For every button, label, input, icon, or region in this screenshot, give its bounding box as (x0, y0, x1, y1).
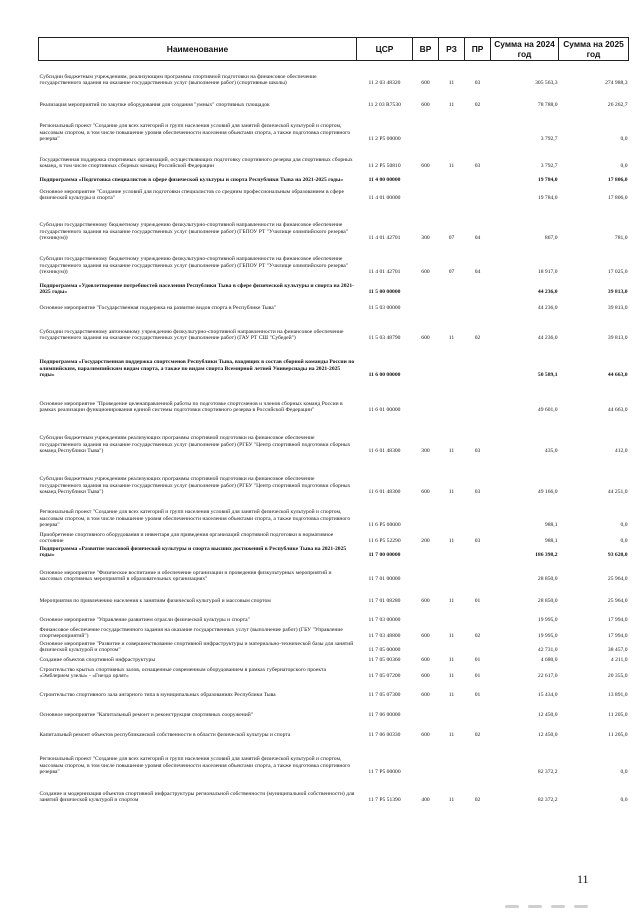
cell-pr: 01 (474, 598, 481, 605)
cell-pr: 02 (474, 797, 481, 804)
cell-pr: 03 (474, 538, 481, 545)
cell-pr (465, 699, 491, 719)
cell-sum-2024: 988,1 (544, 538, 558, 545)
cell-name: Субсидии государственному бюджетному учреждению физкультурно-спортивной направленности на финансовое обеспечение государственного задания на оказание государственных услуг (выполнение работ) (ГБПОУ РТ "Училище олимпийского резерва" (техникум)) (39, 222, 349, 242)
cell-csr: 11 7 06 00000 (368, 712, 401, 719)
cell-sum-2025: 20 355,0 (607, 673, 628, 680)
cell-vr: 200 (421, 538, 430, 545)
cell-name: Основное мероприятие "Управление развитием отрасли физической культуры и спорта" (39, 617, 250, 624)
cell-rz (439, 605, 465, 624)
table-row (39, 87, 629, 109)
cell-pr: 04 (474, 269, 481, 276)
cell-rz (439, 496, 465, 529)
cell-name: Строительство крытых спортивных залов, оснащенные современным оборудованием в рамках губернаторского проекта «Эмблерием узелы» - «Гнездо орлят» (39, 666, 327, 680)
cell-name: Создание объектов спортивной инфраструктуры (39, 657, 156, 664)
cell-vr: 600 (421, 732, 430, 739)
header-pr: ПР (465, 38, 491, 61)
cell-sum-2025: 38 457,0 (607, 647, 628, 654)
cell-csr: 11 5 03 00000 (368, 305, 401, 312)
cell-name: Субсидии государственному бюджетному учреждению физкультурно-спортивной направленности на финансовое обеспечение государственного задания на оказание государственных услуг (выполнение работ) (ГБПОУ РТ "Училище олимпийского резерва" (техникум)) (39, 256, 349, 276)
cell-vr (413, 496, 439, 529)
cell-pr: 02 (474, 102, 481, 109)
table-row (39, 699, 629, 719)
cell-sum-2024: 19 784,0 (537, 195, 558, 202)
cell-sum-2025: 13 891,0 (607, 692, 628, 699)
cell-sum-2025: 0,0 (620, 163, 628, 170)
cell-vr (413, 109, 439, 143)
table-row (39, 342, 629, 379)
cell-rz: 11 (448, 657, 455, 664)
table-row (39, 109, 629, 143)
cell-sum-2024: 3 792,7 (540, 136, 558, 143)
cell-vr (413, 184, 439, 202)
cell-sum-2025: 44 663,0 (607, 407, 628, 414)
cell-sum-2025: 17 994,0 (607, 633, 628, 640)
cell-csr: 11 6 P5 00000 (368, 522, 401, 529)
cell-sum-2024: 78 788,0 (537, 102, 558, 109)
cell-pr: 02 (474, 732, 481, 739)
cell-rz: 11 (448, 633, 455, 640)
cell-vr: 600 (421, 80, 430, 87)
cell-rz: 11 (448, 673, 455, 680)
cell-name: Региональный проект "Создание для всех категорий и групп населения условий для занятий физической культурой и спортом, массовым спортом, в том числе повышение уровня обеспеченности населения объектами спорта, а также подготовка спортивного резерва" (39, 509, 351, 529)
cell-sum-2024: 3 792,7 (540, 163, 558, 170)
cell-csr: 11 6 P5 52290 (368, 538, 401, 545)
cell-sum-2025: 17 025,0 (607, 269, 628, 276)
cell-vr: 600 (421, 657, 430, 664)
cell-sum-2025: 39 813,0 (607, 305, 628, 312)
cell-vr: 600 (421, 598, 430, 605)
cell-pr: 03 (474, 80, 481, 87)
table-row (39, 605, 629, 624)
cell-sum-2025: 0,0 (620, 769, 628, 776)
table-header-row (39, 38, 629, 61)
table-row (39, 414, 629, 455)
cell-rz (439, 559, 465, 583)
table-row (39, 170, 629, 184)
table-row (39, 529, 629, 545)
cell-csr: 11 7 06 00330 (368, 732, 401, 739)
cell-csr: 11 7 01 08280 (368, 598, 401, 605)
header-sum-2025: Сумма на 2025 год (559, 38, 629, 61)
cell-vr (413, 640, 439, 654)
cell-sum-2025: 44 663,0 (607, 372, 628, 379)
cell-rz: 07 (448, 235, 455, 242)
table-row (39, 739, 629, 776)
header-rz: РЗ (439, 38, 465, 61)
table-row (39, 496, 629, 529)
cell-vr: 600 (421, 335, 430, 342)
cell-sum-2025: 4 211,0 (610, 657, 628, 664)
header-vr: ВР (413, 38, 439, 61)
cell-pr: 02 (474, 633, 481, 640)
cell-sum-2025: 0,0 (620, 797, 628, 804)
table-row (39, 202, 629, 242)
cell-pr (465, 184, 491, 202)
table-row (39, 242, 629, 276)
table-row (39, 654, 629, 664)
cell-pr: 01 (474, 692, 481, 699)
cell-name: Субсидии бюджетным учреждениям реализующих программы спортивной подготовки на финансовое обеспечение государственного задания на оказание государственных услуг (выполнение работ) (РГБУ "Центр спортивной подготовки сборных команд Республики Тыва") (39, 476, 351, 496)
header-name: Наименование (39, 38, 357, 61)
cell-rz (439, 170, 465, 184)
cell-rz (439, 296, 465, 312)
cell-name: Основное мероприятие "Развитие и совершенствование спортивной инфраструктуры и материально-технической базы для занятий физической культурой и спортом" (39, 640, 354, 654)
cell-rz: 11 (448, 335, 455, 342)
cell-name: Субсидии бюджетным учреждениям, реализующим программы спортивной подготовки на финансовое обеспечение государственного задания на оказание государственных услуг (выполнение работ) (спортивные школы) (39, 73, 317, 87)
cell-vr: 600 (421, 269, 430, 276)
cell-name: Подпрограмма «Удовлетворение потребностей населения Республики Тыва в сфере физической культуры и спорта на 2021-2025 годы» (39, 282, 354, 296)
cell-pr (465, 276, 491, 296)
cell-sum-2024: 50 589,1 (537, 372, 558, 379)
cell-sum-2025: 26 262,7 (607, 102, 628, 109)
cell-csr: 11 7 05 07300 (368, 692, 401, 699)
cell-csr: 11 7 P5 51390 (368, 797, 401, 804)
cell-csr: 11 4 01 42701 (368, 235, 401, 242)
cell-name: Приобретение спортивного оборудования и инвентаря для приведения организаций спортивной подготовки в нормативное состояние (39, 531, 334, 545)
cell-sum-2025: 93 620,0 (607, 552, 628, 559)
cell-sum-2025: 17 806,0 (607, 195, 628, 202)
cell-sum-2025: 25 964,0 (607, 598, 628, 605)
cell-pr: 01 (474, 657, 481, 664)
cell-vr (413, 739, 439, 776)
table-row (39, 545, 629, 559)
cell-pr (465, 545, 491, 559)
cell-name: Государственная поддержка спортивных организаций, осуществляющих подготовку спортивного резерва для спортивных сборных команд, в том числе спортивных сборных команд Российской Федерации (39, 156, 353, 170)
cell-vr: 600 (421, 692, 430, 699)
cell-vr (413, 545, 439, 559)
cell-rz (439, 109, 465, 143)
cell-sum-2024: 4 680,0 (540, 657, 558, 664)
cell-rz: 11 (448, 80, 455, 87)
cell-rz: 11 (448, 102, 455, 109)
cell-pr (465, 296, 491, 312)
cell-pr (465, 496, 491, 529)
cell-csr: 11 7 00 00000 (368, 552, 401, 559)
cell-sum-2024: 15 434,0 (537, 692, 558, 699)
cell-name: Капитальный ремонт объектов республиканской собственности в области физической культуры и спорта (39, 732, 291, 739)
cell-sum-2024: 82 372,2 (537, 769, 558, 776)
cell-vr (413, 605, 439, 624)
cell-rz (439, 699, 465, 719)
page-number: 11 (577, 872, 589, 886)
cell-sum-2024: 186 398,2 (535, 552, 558, 559)
cell-name: Региональный проект "Создание для всех категорий и групп населения условий для занятий физической культурой и спортом, массовым спортом, в том числе повышение уровня обеспеченности населения объектами спорта, а также подготовка спортивного резерва" (39, 756, 351, 776)
cell-vr (413, 559, 439, 583)
cell-csr: 11 2 P5 00000 (368, 136, 401, 143)
cell-sum-2024: 19 995,0 (537, 633, 558, 640)
table-row (39, 296, 629, 312)
cell-sum-2024: 988,1 (544, 522, 558, 529)
cell-csr: 11 5 03 48790 (368, 335, 401, 342)
cell-sum-2025: 0,0 (620, 538, 628, 545)
cell-name: Мероприятия по привлечению населения к занятиям физической культурой и массовым спортом (39, 598, 271, 605)
cell-pr: 04 (474, 235, 481, 242)
cell-csr: 11 7 01 00000 (368, 576, 401, 583)
cell-rz: 11 (448, 598, 455, 605)
cell-rz (439, 739, 465, 776)
table-row (39, 276, 629, 296)
cell-pr: 03 (474, 163, 481, 170)
cell-name: Региональный проект "Создание для всех категорий и групп населения условий для занятий физической культурой и спортом, массовым спортом, в том числе повышение уровня обеспеченности населения объектами спорта, а также подготовка спортивного резерва" (39, 123, 351, 143)
table-row (39, 379, 629, 414)
cell-pr (465, 559, 491, 583)
cell-sum-2025: 274 988,3 (605, 80, 628, 87)
cell-sum-2024: 49 166,0 (537, 489, 558, 496)
cell-sum-2024: 49 601,0 (537, 407, 558, 414)
cell-name: Подпрограмма «Подготовка специалистов в сфере физической культуры и спорта Республики Тыва на 2021-2025 годы» (39, 177, 344, 184)
cell-vr (413, 170, 439, 184)
cell-sum-2024: 82 372,2 (537, 797, 558, 804)
cell-name: Основное мероприятие "Капитальный ремонт и реконструкция спортивных сооружений" (39, 712, 253, 719)
table-row (39, 640, 629, 654)
cell-csr: 11 7 05 07200 (368, 673, 401, 680)
cell-rz (439, 184, 465, 202)
cell-csr: 11 6 00 00000 (368, 372, 401, 379)
cell-vr: 600 (421, 163, 430, 170)
cell-name: Подпрограмма «Развитие массовой физической культуры и спорта высших достижений в Республике Тыва на 2021-2025 годы» (39, 545, 347, 559)
cell-vr (413, 342, 439, 379)
cell-name: Основное мероприятие "Создание условий для подготовки специалистов со средним профессиональным образованием в сфере физической культуры и спорта" (39, 188, 344, 202)
cell-sum-2024: 12 450,0 (537, 732, 558, 739)
cell-sum-2024: 28 850,0 (537, 576, 558, 583)
cell-pr (465, 342, 491, 379)
cell-vr: 300 (421, 235, 430, 242)
cell-vr (413, 699, 439, 719)
cell-sum-2025: 0,0 (620, 522, 628, 529)
cell-csr: 11 2 03 48320 (368, 80, 401, 87)
cell-vr: 600 (421, 489, 430, 496)
cell-sum-2025: 11 205,0 (608, 712, 628, 719)
cell-rz (439, 640, 465, 654)
cell-pr (465, 109, 491, 143)
cell-sum-2025: 25 964,0 (607, 576, 628, 583)
cell-csr: 11 7 P5 00000 (368, 769, 401, 776)
cell-rz: 11 (448, 797, 455, 804)
cell-vr: 600 (421, 633, 430, 640)
table-row (39, 143, 629, 170)
cell-sum-2025: 44 251,0 (607, 489, 628, 496)
cell-name: Реализация мероприятий по закупке оборудования для создания "умных" спортивных площадок (39, 102, 270, 109)
cell-name: Создание и модернизация объектов спортивной инфраструктуры региональной собственности (муниципальной собственности) для занятий физической культурой и спортом (39, 790, 355, 804)
cell-name: Строительство спортивного зала ангарного типа в муниципальных образованиях Республики Тыва (39, 692, 276, 699)
cell-sum-2024: 19 995,0 (537, 617, 558, 624)
cell-rz: 11 (448, 489, 455, 496)
cell-sum-2024: 19 784,0 (537, 177, 558, 184)
cell-vr: 600 (421, 673, 430, 680)
cell-csr: 11 6 01 48300 (368, 489, 401, 496)
cell-rz (439, 379, 465, 414)
cell-rz (439, 545, 465, 559)
cell-pr (465, 170, 491, 184)
header-sum-2024: Сумма на 2024 год (491, 38, 559, 61)
cell-csr: 11 2 03 R7530 (368, 102, 401, 109)
cell-sum-2025: 781,0 (614, 235, 628, 242)
table-row (39, 184, 629, 202)
cell-sum-2024: 18 917,0 (537, 269, 558, 276)
cell-pr: 01 (474, 673, 481, 680)
cell-name: Основное мероприятие "Проведение целенаправленной работы по подготовке спортсменов и членов сборных команд России в рамках реализации функционирования единой системы подготовки спортивного резерва в Российской Федерации" (39, 400, 343, 414)
cell-csr: 11 7 05 00000 (368, 647, 401, 654)
cell-rz: 11 (448, 692, 455, 699)
cell-sum-2024: 12 450,0 (537, 712, 558, 719)
cell-vr (413, 296, 439, 312)
cell-rz: 11 (448, 163, 455, 170)
cell-sum-2024: 44 236,0 (537, 305, 558, 312)
cell-sum-2024: 867,0 (544, 235, 558, 242)
table-row (39, 624, 629, 640)
cell-rz: 11 (448, 448, 455, 455)
cell-rz: 11 (448, 538, 455, 545)
cell-csr: 11 5 00 00000 (368, 289, 401, 296)
cell-rz: 11 (448, 732, 455, 739)
cell-pr (465, 640, 491, 654)
cell-sum-2025: 412,0 (614, 448, 628, 455)
cell-name: Подпрограмма «Государственная поддержка спортсменов Республики Тыва, входящих в состав сборной команды России по олимпийским, паралимпийским видам спорта, а также по видам спорта Всемирной летней Универсиады на 2021-2025 годы» (39, 359, 355, 379)
cell-sum-2025: 17 806,0 (607, 177, 628, 184)
cell-pr (465, 379, 491, 414)
cell-rz: 07 (448, 269, 455, 276)
scan-marks (505, 895, 615, 901)
table-row (39, 61, 629, 87)
cell-sum-2024: 44 236,0 (537, 289, 558, 296)
header-csr: ЦСР (357, 38, 413, 61)
cell-vr: 300 (421, 448, 430, 455)
table-row (39, 776, 629, 804)
cell-rz (439, 276, 465, 296)
cell-csr: 11 4 01 42701 (368, 269, 401, 276)
cell-vr: 600 (421, 102, 430, 109)
cell-sum-2025: 39 813,0 (607, 289, 628, 296)
cell-sum-2025: 17 994,0 (607, 617, 628, 624)
cell-vr (413, 276, 439, 296)
table-row (39, 719, 629, 739)
cell-csr: 11 4 00 00000 (368, 177, 401, 184)
cell-sum-2024: 22 617,0 (537, 673, 558, 680)
cell-pr (465, 739, 491, 776)
cell-csr: 11 6 01 00000 (368, 407, 401, 414)
cell-pr (465, 605, 491, 624)
cell-pr: 03 (474, 489, 481, 496)
cell-sum-2024: 28 850,0 (537, 598, 558, 605)
cell-csr: 11 7 05 00360 (368, 657, 401, 664)
cell-csr: 11 2 P5 50810 (368, 163, 401, 170)
cell-vr (413, 379, 439, 414)
cell-sum-2024: 435,0 (544, 448, 558, 455)
cell-name: Субсидии государственному автономному учреждению физкультурно-спортивной направленности на финансовое обеспечение государственного задания на оказание государственных услуг (выполнение работ) (ГАУ РТ СШ "Субедей") (39, 328, 344, 342)
table-row (39, 583, 629, 605)
budget-table (38, 37, 629, 804)
table-body (39, 61, 629, 804)
cell-rz (439, 342, 465, 379)
cell-vr: 400 (421, 797, 430, 804)
cell-pr: 02 (474, 335, 481, 342)
cell-name: Финансовое обеспечение государственного задания на оказание государственных услуг (выполнение работ) (ГБУ "Управление спортмероприятий") (39, 626, 343, 640)
cell-pr: 03 (474, 448, 481, 455)
cell-csr: 11 4 01 00000 (368, 195, 401, 202)
cell-sum-2024: 44 236,0 (537, 335, 558, 342)
cell-sum-2025: 39 813,0 (607, 335, 628, 342)
table-row (39, 664, 629, 680)
cell-sum-2025: 11 205,0 (608, 732, 628, 739)
cell-name: Субсидии бюджетным учреждениям реализующих программы спортивной подготовки на финансовое обеспечение государственного задания на оказание государственных услуг (выполнение работ) (РГБУ "Центр спортивной подготовки сборных команд Республики Тыва") (39, 435, 351, 455)
table-row (39, 680, 629, 699)
cell-csr: 11 7 03 00000 (368, 617, 401, 624)
cell-sum-2024: 42 731,0 (537, 647, 558, 654)
cell-csr: 11 7 03 48800 (368, 633, 401, 640)
table-row (39, 559, 629, 583)
table-row (39, 312, 629, 342)
cell-csr: 11 6 01 48300 (368, 448, 401, 455)
cell-name: Основное мероприятие "Физическое воспитание и обеспечение организации и проведения физкультурных мероприятий и массовых спортивных мероприятий в образовательных организациях" (39, 569, 332, 583)
cell-sum-2024: 305 563,3 (535, 80, 558, 87)
cell-name: Основное мероприятие "Государственная поддержка на развитие видов спорта в Республике Тыва" (39, 305, 276, 312)
table-row (39, 455, 629, 496)
cell-sum-2025: 0,0 (620, 136, 628, 143)
